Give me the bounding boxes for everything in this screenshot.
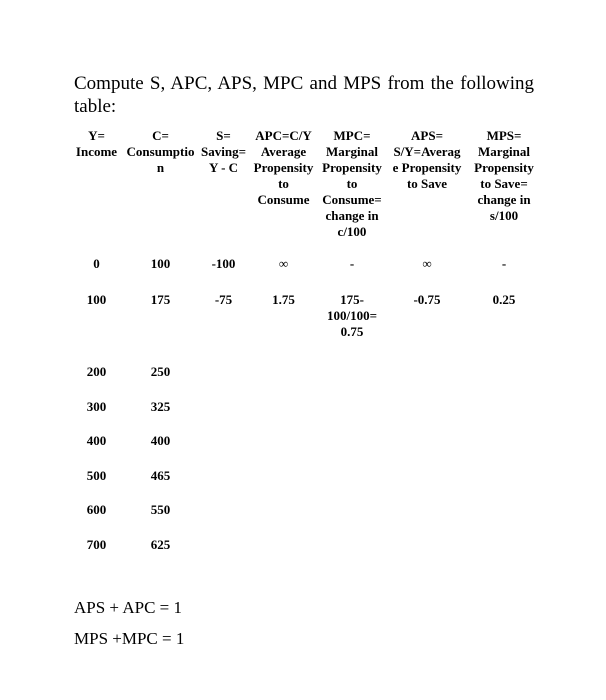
- header-line: S=: [216, 128, 231, 143]
- header-line: change in: [325, 208, 379, 223]
- cell-apc: [249, 364, 318, 399]
- cell-apc: [249, 433, 318, 468]
- cell-consumption: 175: [150, 292, 171, 307]
- cell-income: 300: [86, 398, 107, 414]
- cell-mpc: [318, 399, 386, 434]
- header-line: APC=C/Y: [255, 128, 312, 143]
- cell-mps: -: [501, 256, 507, 271]
- cell-mps: [468, 537, 540, 571]
- cell-consumption: 400: [150, 433, 171, 448]
- cell-consumption: 100: [150, 256, 171, 271]
- table-row: [70, 502, 540, 537]
- header-line: to Save=: [480, 176, 528, 191]
- header-line: to: [346, 176, 358, 191]
- header-line: to Save: [406, 176, 448, 191]
- table-row: [70, 468, 540, 503]
- header-line: n: [156, 160, 165, 175]
- cell-line: 175-: [340, 292, 364, 307]
- cell-saving: [198, 433, 249, 468]
- formula-mps-mpc: MPS +MPC = 1: [74, 629, 185, 648]
- cell-mpc: [318, 537, 386, 571]
- header-line: Propensity: [322, 160, 382, 175]
- cell-income: 500: [86, 467, 107, 483]
- cell-consumption: 325: [150, 398, 171, 414]
- header-line: e Propensity: [392, 160, 462, 175]
- header-line: Propensity: [474, 160, 534, 175]
- cell-mps: 0.25: [492, 292, 516, 307]
- header-mps: [468, 128, 540, 256]
- cell-aps: [386, 537, 468, 571]
- formula-aps-apc: APS + APC = 1: [74, 598, 182, 617]
- cell-income: 100: [86, 292, 107, 307]
- cell-line: 0.75: [340, 324, 364, 339]
- cell-saving: [198, 537, 249, 571]
- table-row: [70, 256, 540, 292]
- cell-aps: [386, 468, 468, 503]
- header-line: Marginal: [478, 144, 530, 159]
- cell-income: 400: [86, 433, 107, 448]
- cell-saving: [198, 364, 249, 399]
- cell-consumption: 550: [150, 502, 171, 517]
- cell-apc: [249, 399, 318, 434]
- cell-consumption: 250: [150, 364, 171, 379]
- cell-aps: [386, 502, 468, 537]
- cell-aps: ∞: [422, 256, 432, 271]
- header-apc: [249, 128, 318, 256]
- cell-apc: [249, 502, 318, 537]
- cell-mps: [468, 502, 540, 537]
- cell-consumption: 625: [150, 536, 171, 552]
- table-row: [70, 292, 540, 364]
- header-line: c/100: [337, 224, 367, 239]
- question-text: Compute S, APC, APS, MPC and MPS from the following table:: [74, 73, 534, 117]
- cell-income: 0: [93, 256, 100, 271]
- header-line: Propensity: [253, 160, 314, 175]
- cell-apc: ∞: [278, 256, 289, 271]
- header-line: to: [278, 176, 289, 191]
- cell-aps: -0.75: [413, 292, 441, 307]
- cell-mps: [468, 433, 540, 468]
- header-line: Consumptio: [126, 144, 195, 159]
- header-line: MPC=: [333, 128, 371, 143]
- cell-saving: -100: [211, 256, 236, 271]
- header-line: Y - C: [208, 160, 239, 175]
- header-aps: [386, 128, 468, 256]
- header-saving: [198, 128, 249, 256]
- cell-mpc: [318, 292, 386, 364]
- cell-mps: [468, 364, 540, 399]
- cell-mpc: [318, 433, 386, 468]
- cell-income: 200: [86, 364, 107, 379]
- cell-saving: -75: [214, 292, 233, 307]
- table-row: [70, 399, 540, 434]
- cell-line: -: [349, 256, 355, 271]
- table-row: [70, 433, 540, 468]
- header-line: Income: [75, 144, 118, 159]
- header-line: Consume=: [322, 192, 382, 207]
- cell-apc: 1.75: [272, 292, 295, 307]
- cell-line: 100/100=: [326, 308, 378, 323]
- header-line: APS=: [411, 128, 443, 143]
- header-line: s/100: [489, 208, 519, 223]
- header-line: C=: [152, 128, 169, 143]
- header-income: [70, 128, 123, 256]
- header-mpc: [318, 128, 386, 256]
- cell-saving: [198, 502, 249, 537]
- table-row: [70, 364, 540, 399]
- header-line: S/Y=Averag: [393, 144, 461, 159]
- cell-aps: [386, 364, 468, 399]
- header-line: Marginal: [326, 144, 378, 159]
- cell-aps: [386, 433, 468, 468]
- header-line: change in: [477, 192, 531, 207]
- table-row: [70, 537, 540, 571]
- header-consumption: [123, 128, 198, 256]
- cell-income: 700: [86, 536, 107, 552]
- cell-saving: [198, 468, 249, 503]
- header-line: Y=: [88, 128, 105, 143]
- header-line: MPS=: [486, 128, 522, 143]
- table-body: [70, 256, 540, 571]
- cell-saving: [198, 399, 249, 434]
- header-line: Consume: [257, 192, 310, 207]
- header-line: Average: [260, 144, 307, 159]
- cell-mpc: [318, 256, 386, 292]
- header-line: Saving=: [201, 144, 246, 159]
- cell-consumption: 465: [150, 467, 171, 483]
- data-table: [70, 128, 540, 571]
- cell-apc: [249, 537, 318, 571]
- cell-mpc: [318, 468, 386, 503]
- cell-mps: [468, 399, 540, 434]
- cell-income: 600: [86, 502, 107, 517]
- cell-aps: [386, 399, 468, 434]
- cell-apc: [249, 468, 318, 503]
- header-row: [70, 128, 540, 256]
- cell-mpc: [318, 364, 386, 399]
- cell-mpc: [318, 502, 386, 537]
- cell-mps: [468, 468, 540, 503]
